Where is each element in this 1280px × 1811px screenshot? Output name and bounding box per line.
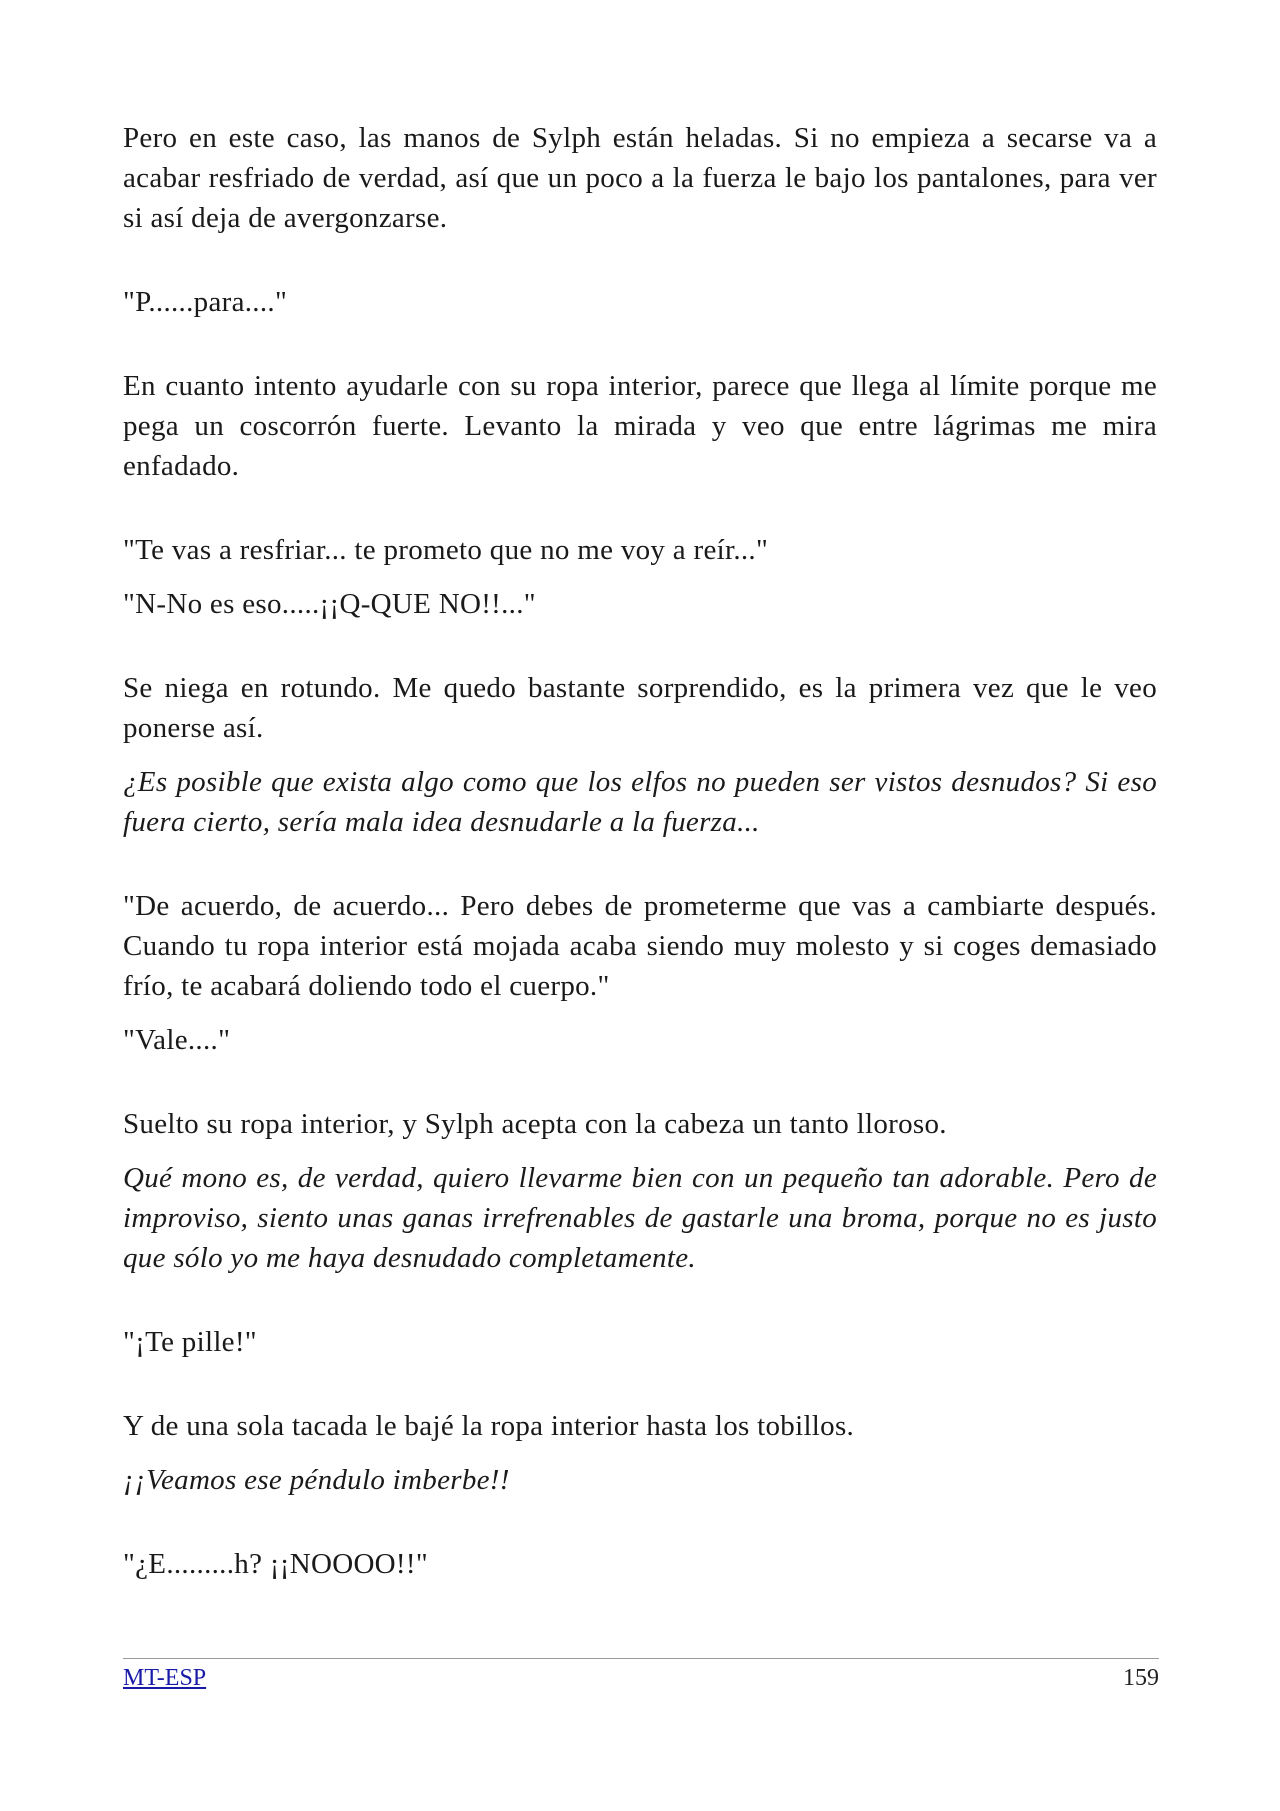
dialogue-7: "¿E.........h? ¡¡NOOOO!!": [123, 1548, 428, 1580]
page-footer: [123, 1658, 1159, 1693]
footer-link-mt-esp[interactable]: MT-ESP: [123, 1665, 207, 1691]
dialogue-5: "Vale....": [123, 1024, 231, 1056]
dialogue-3: "N-No es eso.....¡¡Q-QUE NO!!...": [123, 588, 536, 620]
dialogue-2: "Te vas a resfriar... te prometo que no me voy a reír...": [123, 534, 769, 566]
paragraph-1: Pero en este caso, las manos de Sylph están heladas. Si no empieza a secarse va a acabar resfriado de verdad, así que un poco a la fuerza le bajo los pantalones, para ver si así deja de avergonzarse.: [123, 122, 1157, 234]
dialogue-1: "P......para....": [123, 286, 288, 318]
dialogue-4: "De acuerdo, de acuerdo... Pero debes de prometerme que vas a cambiarte después. Cuando tu ropa interior está mojada acaba siendo muy molesto y si coges demasiado frío, te acabará doliendo todo el cuerpo.": [123, 890, 1157, 1002]
paragraph-2: En cuanto intento ayudarle con su ropa interior, parece que llega al límite porque me pega un coscorrón fuerte. Levanto la mirada y veo que entre lágrimas me mira enfadado.: [123, 370, 1157, 482]
paragraph-3: Se niega en rotundo. Me quedo bastante sorprendido, es la primera vez que le veo ponerse así.: [123, 672, 1157, 744]
thought-2: Qué mono es, de verdad, quiero llevarme bien con un pequeño tan adorable. Pero de improviso, siento unas ganas irrefrenables de gastarle una broma, porque no es justo que sólo yo me haya desnudado completamente.: [123, 1162, 1157, 1274]
page-body: [123, 118, 1157, 1584]
paragraph-4: Suelto su ropa interior, y Sylph acepta con la cabeza un tanto lloroso.: [123, 1108, 947, 1140]
page-number: 159: [1123, 1665, 1159, 1691]
dialogue-6: "¡Te pille!": [123, 1326, 257, 1358]
thought-1: ¿Es posible que exista algo como que los elfos no pueden ser vistos desnudos? Si eso fuera cierto, sería mala idea desnudarle a la fuerza...: [123, 766, 1157, 838]
paragraph-5: Y de una sola tacada le bajé la ropa interior hasta los tobillos.: [123, 1410, 855, 1442]
thought-3: ¡¡Veamos ese péndulo imberbe!!: [123, 1464, 510, 1496]
